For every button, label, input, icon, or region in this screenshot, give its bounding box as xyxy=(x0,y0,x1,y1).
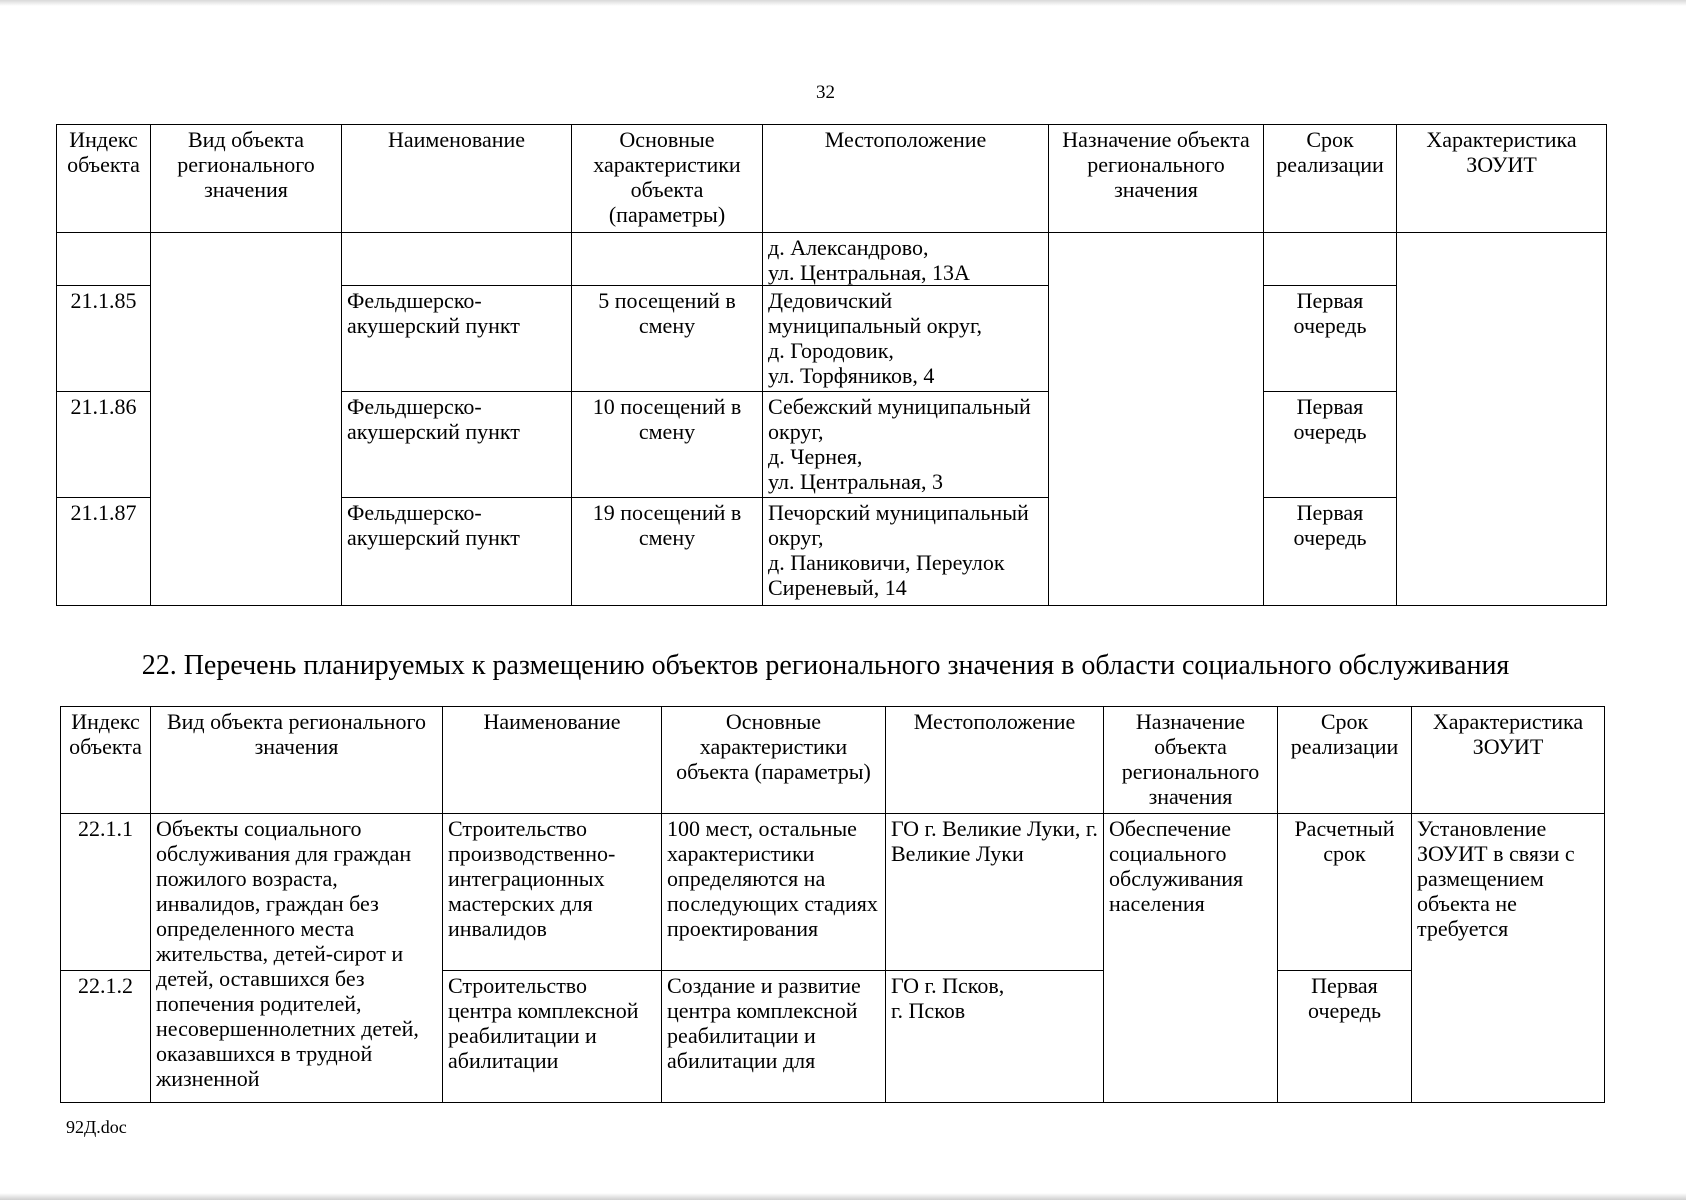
table-row xyxy=(57,233,1607,286)
cell-index: 22.1.2 xyxy=(61,971,151,1103)
cell-zouit-merged: Установление ЗОУИТ в связи с размещением объекта не требуется xyxy=(1412,814,1605,1103)
cell-name-empty xyxy=(342,233,572,286)
cell-term: Первая очередь xyxy=(1264,392,1397,498)
cell-kind-merged xyxy=(151,233,342,606)
cell-name: Строительство центра комплексной реабилитации и абилитации xyxy=(443,971,662,1103)
header-term: Срок реализации xyxy=(1264,125,1397,233)
cell-purpose-merged: Обеспечение социального обслуживания населения xyxy=(1104,814,1278,1103)
cell-params: Создание и развитие центра комплексной реабилитации и абилитации для xyxy=(662,971,886,1103)
scan-edge-top xyxy=(0,0,1686,6)
cell-index: 21.1.87 xyxy=(57,498,151,606)
cell-index: 21.1.85 xyxy=(57,286,151,392)
cell-params: 10 посещений в смену xyxy=(572,392,763,498)
header-index: Индекс объекта xyxy=(61,707,151,814)
cell-params: 100 мест, остальные характеристики определяются на последующих стадиях проектирования xyxy=(662,814,886,971)
footer-filename: 92Д.doc xyxy=(66,1117,127,1137)
cell-params: 5 посещений в смену xyxy=(572,286,763,392)
cell-location-continuation: д. Александрово, ул. Центральная, 13А xyxy=(763,233,1049,286)
cell-location: Себежский муниципальный округ, д. Чернея, ул. Центральная, 3 xyxy=(763,392,1049,498)
cell-kind-merged: Объекты социального обслуживания для граждан пожилого возраста, инвалидов, граждан без определенного места жительства, детей-сирот и детей, оставшихся без попечения родителей, несовершеннолетних детей, оказавшихся в трудной жизненной xyxy=(151,814,443,1103)
header-params: Основные характеристики объекта (параметры) xyxy=(662,707,886,814)
cell-name: Фельдшерско-акушерский пункт xyxy=(342,498,572,606)
cell-purpose-merged xyxy=(1049,233,1264,606)
cell-term: Первая очередь xyxy=(1278,971,1412,1103)
cell-term: Первая очередь xyxy=(1264,498,1397,606)
cell-term: Расчетный срок xyxy=(1278,814,1412,971)
table-22-header-row xyxy=(61,707,1605,814)
header-index: Индекс объекта xyxy=(57,125,151,233)
section-22-title: 22. Перечень планируемых к размещению объектов регионального значения в области социального обслуживания xyxy=(141,650,1510,681)
cell-location: ГО г. Псков, г. Псков xyxy=(886,971,1104,1103)
header-location: Местоположение xyxy=(886,707,1104,814)
cell-name: Строительство производственно-интеграционных мастерских для инвалидов xyxy=(443,814,662,971)
cell-location: Печорский муниципальный округ, д. Паниковичи, Переулок Сиреневый, 14 xyxy=(763,498,1049,606)
header-term: Срок реализации xyxy=(1278,707,1412,814)
header-name: Наименование xyxy=(443,707,662,814)
header-params: Основные характеристики объекта (параметры) xyxy=(572,125,763,233)
cell-zouit-merged xyxy=(1397,233,1607,606)
table-21 xyxy=(56,124,1607,606)
cell-term-empty xyxy=(1264,233,1397,286)
header-zouit: Характеристика ЗОУИТ xyxy=(1397,125,1607,233)
cell-name: Фельдшерско-акушерский пункт xyxy=(342,286,572,392)
header-purpose: Назначение объекта регионального значения xyxy=(1104,707,1278,814)
table-row xyxy=(61,814,1605,971)
cell-params: 19 посещений в смену xyxy=(572,498,763,606)
cell-location: ГО г. Великие Луки, г. Великие Луки xyxy=(886,814,1104,971)
cell-location: Дедовичский муниципальный округ, д. Городовик, ул. Торфяников, 4 xyxy=(763,286,1049,392)
header-zouit: Характеристика ЗОУИТ xyxy=(1412,707,1605,814)
cell-index: 22.1.1 xyxy=(61,814,151,971)
page-number: 32 xyxy=(816,82,835,103)
cell-index: 21.1.86 xyxy=(57,392,151,498)
header-purpose: Назначение объекта регионального значения xyxy=(1049,125,1264,233)
cell-name: Фельдшерско-акушерский пункт xyxy=(342,392,572,498)
header-kind: Вид объекта регионального значения xyxy=(151,707,443,814)
cell-term: Первая очередь xyxy=(1264,286,1397,392)
table-21-header-row xyxy=(57,125,1607,233)
scan-edge-bottom xyxy=(0,1193,1686,1200)
header-location: Местоположение xyxy=(763,125,1049,233)
cell-params-empty xyxy=(572,233,763,286)
cell-index-empty xyxy=(57,233,151,286)
header-name: Наименование xyxy=(342,125,572,233)
header-kind: Вид объекта регионального значения xyxy=(151,125,342,233)
table-22 xyxy=(60,706,1605,1103)
